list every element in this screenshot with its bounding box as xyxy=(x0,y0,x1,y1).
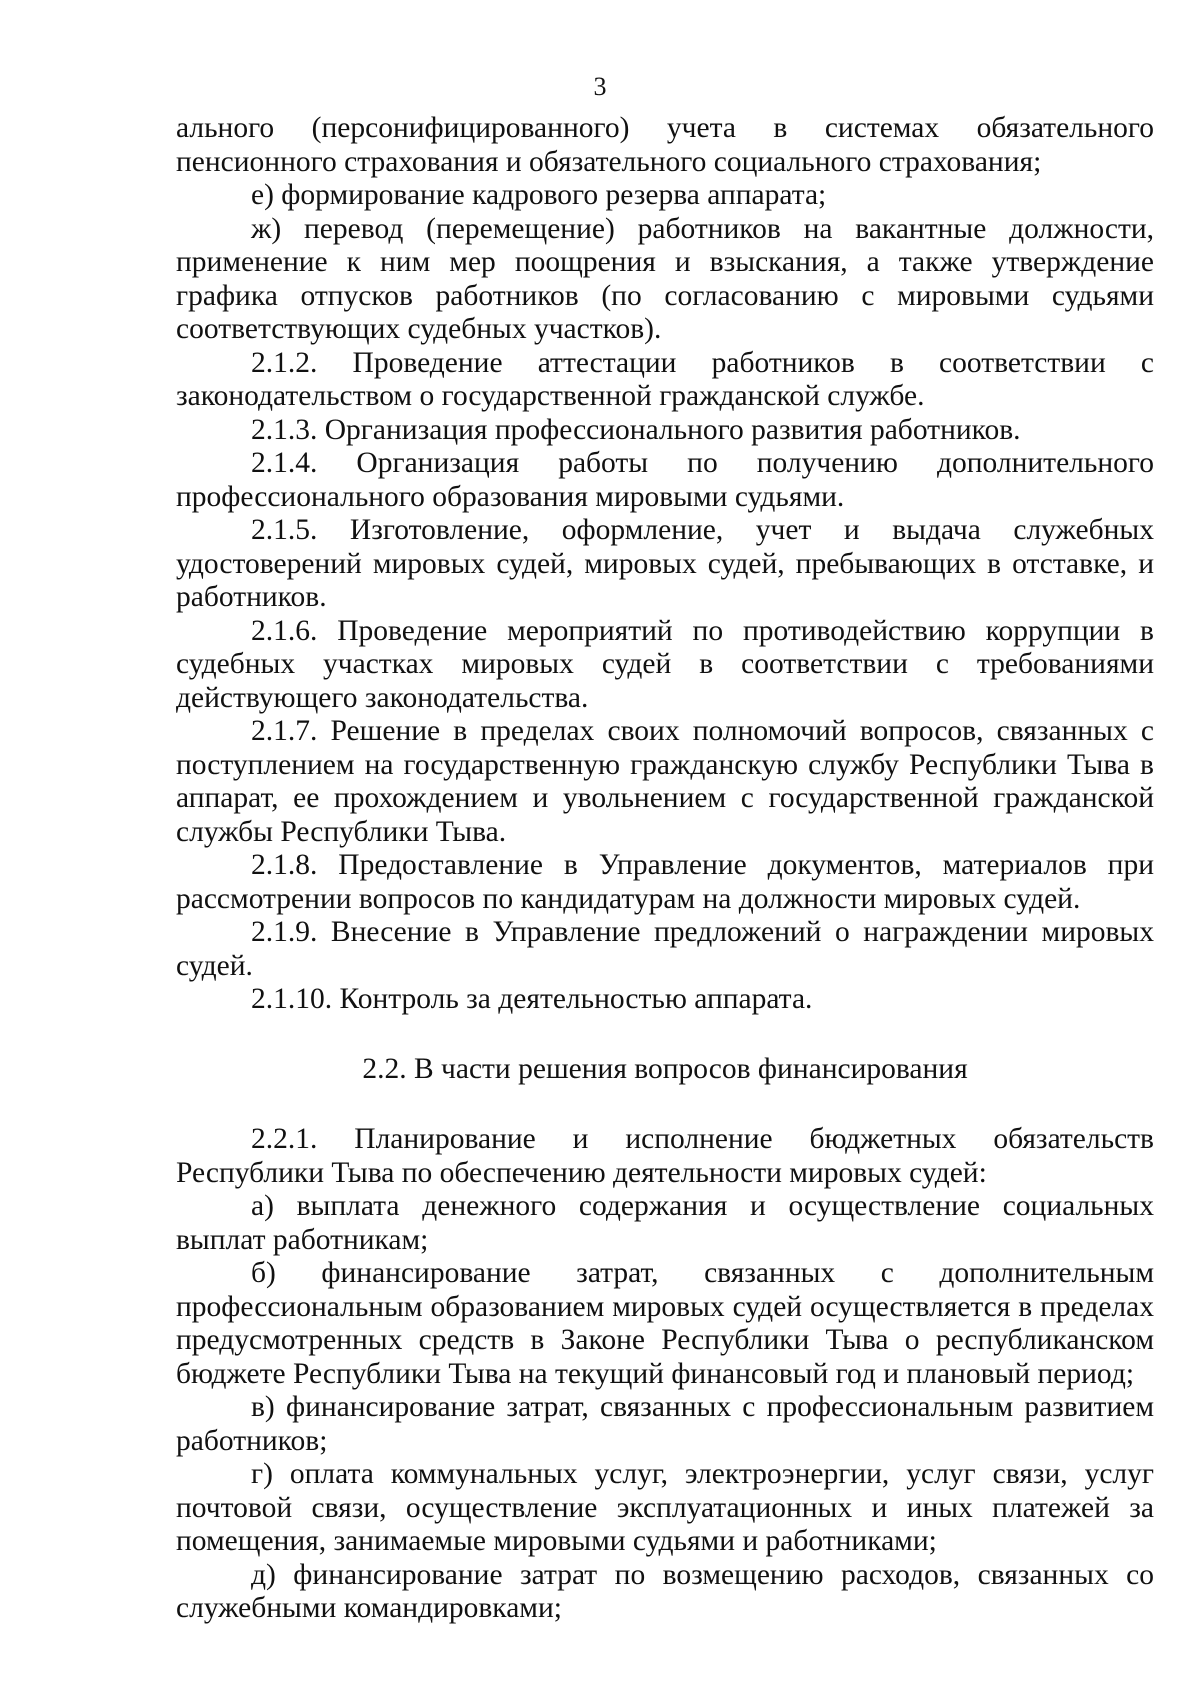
paragraph-2-1-10: 2.1.10. Контроль за деятельностью аппарата. xyxy=(251,983,813,1015)
paragraph-item-b: б) финансирование затрат, связанных с дополнительным профессиональным образованием мировых судей осуществляется в пределах предусмотренных средств в Законе Республики Тыва о республиканском бюджете Республики Тыва на текущий финансовый год и плановый период; xyxy=(176,1257,1154,1390)
paragraph-item-a: а) выплата денежного содержания и осуществление социальных выплат работникам; xyxy=(176,1190,1154,1256)
paragraph-2-1-4: 2.1.4. Организация работы по получению дополнительного профессионального образования мировыми судьями. xyxy=(176,447,1154,513)
paragraph-continuation: ального (персонифицированного) учета в системах обязательного пенсионного страхования и обязательного социального страхования; xyxy=(176,112,1154,178)
paragraph-2-1-8: 2.1.8. Предоставление в Управление документов, материалов при рассмотрении вопросов по кандидатурам на должности мировых судей. xyxy=(176,849,1154,915)
paragraph-item-e: е) формирование кадрового резерва аппарата; xyxy=(251,179,827,211)
paragraph-item-d: д) финансирование затрат по возмещению расходов, связанных со служебными командировками; xyxy=(176,1558,1154,1624)
paragraph-item-v: в) финансирование затрат, связанных с профессиональным развитием работников; xyxy=(176,1391,1154,1457)
page-number: 3 xyxy=(593,72,607,101)
paragraph-2-1-5: 2.1.5. Изготовление, оформление, учет и выдача служебных удостоверений мировых судей, мировых судей, пребывающих в отставке, и работников. xyxy=(176,514,1154,613)
paragraph-item-g: г) оплата коммунальных услуг, электроэнергии, услуг связи, услуг почтовой связи, осуществление эксплуатационных и иных платежей за помещения, занимаемые мировыми судьями и работниками; xyxy=(176,1458,1154,1557)
paragraph-2-1-6: 2.1.6. Проведение мероприятий по противодействию коррупции в судебных участках мировых судей в соответствии с требованиями действующего законодательства. xyxy=(176,614,1154,714)
paragraph-2-1-7: 2.1.7. Решение в пределах своих полномочий вопросов, связанных с поступлением на государственную гражданскую службу Республики Тыва в аппарат, ее прохождением и увольнением с государственной гражданской службы Республики Тыва. xyxy=(176,715,1154,848)
section-heading: 2.2. В части решения вопросов финансирования xyxy=(362,1052,968,1085)
paragraph-2-1-3: 2.1.3. Организация профессионального развития работников. xyxy=(251,413,1021,446)
paragraph-2-1-2: 2.1.2. Проведение аттестации работников в соответствии с законодательством о государственной гражданской службе. xyxy=(176,346,1154,412)
paragraph-2-2-1: 2.2.1. Планирование и исполнение бюджетных обязательств Республики Тыва по обеспечению деятельности мировых судей: xyxy=(176,1123,1154,1189)
paragraph-item-zh: ж) перевод (перемещение) работников на вакантные должности, применение к ним мер поощрения и взыскания, а также утверждение графика отпусков работников (по согласованию с мировыми судьями соответствующих судебных участков). xyxy=(176,212,1154,345)
document-body xyxy=(176,112,1154,1626)
paragraph-2-1-9: 2.1.9. Внесение в Управление предложений о награждении мировых судей. xyxy=(176,916,1154,982)
